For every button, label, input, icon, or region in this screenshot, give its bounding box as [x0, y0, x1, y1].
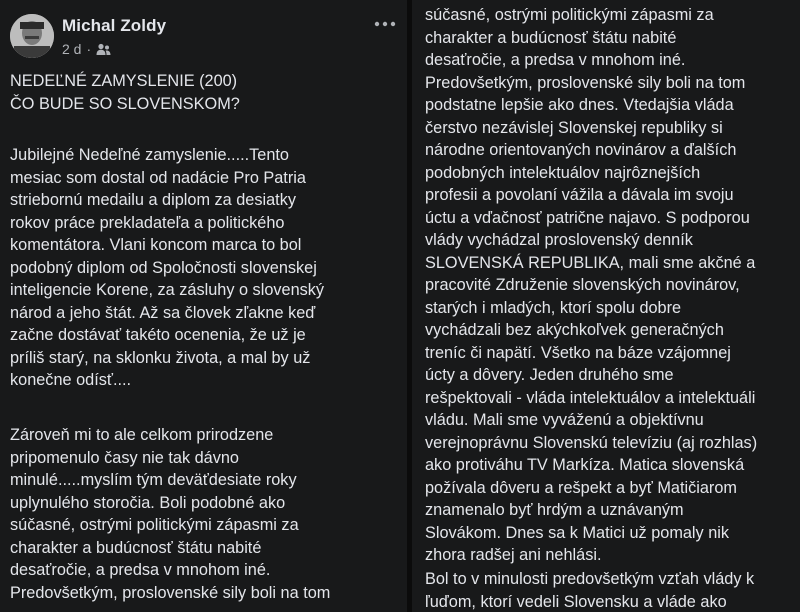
- text-line: komentátora. Vlani koncom marca to bol: [10, 236, 302, 254]
- text-line: rokov práce prekladateľa a politického: [10, 213, 285, 232]
- text-line: Jubilejné Nedeľné zamyslenie.....Tento: [10, 146, 289, 164]
- text-line: rešpektovali - vláda intelektuálov a intelektuáli: [425, 388, 756, 407]
- friends-icon: [96, 43, 111, 56]
- text-line: súčasné, ostrými politickými zápasmi za: [10, 516, 299, 534]
- author-name[interactable]: Michal Zoldy: [62, 16, 167, 35]
- text-line: pripomenulo časy nie tak dávno: [10, 448, 239, 467]
- text-line: ľuďom, ktorí vedeli Slovensku a vláde ako: [425, 592, 727, 611]
- text-line: minulé.....myslím tým deväťdesiate roky: [10, 471, 297, 489]
- post-meta: [62, 41, 111, 57]
- text-line: uplynulého storočia. Boli podobné ako: [10, 493, 286, 512]
- text-line: požívala dôveru a rešpekt a byť Matičiarom: [425, 478, 737, 497]
- text-line: mesiac som dostal od nadácie Pro Patria: [10, 168, 306, 187]
- text-line: začne dostávať takéto ocenenia, že už je: [10, 326, 306, 344]
- text-line: Bol to v minulosti predovšetkým vzťah vlády k: [425, 570, 755, 588]
- post-continuation-paragraph: [425, 4, 757, 567]
- text-line: Slovákom. Dnes sa k Matici už pomaly nik: [425, 523, 730, 542]
- text-line: ako protiváhu TV Markíza. Matica slovenská: [425, 456, 745, 474]
- text-line: desaťročie, a predsa v mnohom iné.: [425, 51, 686, 69]
- meta-separator: ·: [86, 41, 92, 57]
- post-paragraph-2: [10, 424, 330, 604]
- text-line: inteligencie Korene, za zásluhy o slovenský: [10, 281, 325, 299]
- text-line: podobný diplom od Spoločnosti slovenskej: [10, 258, 317, 277]
- post-paragraph-1: [10, 144, 324, 392]
- text-line: úcty a dôvery. Jeden druhého sme: [425, 366, 674, 384]
- post-timestamp[interactable]: 2 d: [62, 41, 82, 57]
- more-options-button[interactable]: [368, 12, 402, 36]
- text-line: SLOVENSKÁ REPUBLIKA, mali sme akčné a: [425, 253, 756, 272]
- text-line: ČO BUDE SO SLOVENSKOM?: [10, 94, 240, 113]
- text-line: Zároveň mi to ale celkom prirodzene: [10, 426, 274, 444]
- text-line: čerstvo nezávislej Slovenskej republiky si: [425, 118, 723, 137]
- text-line: konečne odísť....: [10, 371, 132, 389]
- author-avatar[interactable]: [10, 14, 54, 58]
- text-line: podstatne lepšie ako dnes. Vtedajšia vláda: [425, 96, 734, 114]
- text-line: súčasné, ostrými politickými zápasmi za: [425, 6, 714, 24]
- post-header: [10, 12, 400, 62]
- text-line: zhora radšej ani nehlási.: [425, 546, 602, 564]
- text-line: charakter a budúcnosť štátu nabité: [425, 28, 677, 47]
- text-line: vlády vychádzal proslovenský denník: [425, 231, 693, 249]
- text-line: profesii a povolaní vážila a dávala im svoju: [425, 186, 734, 204]
- text-line: Predovšetkým, proslovenské sily boli na tom: [425, 73, 746, 92]
- more-options-icon: [374, 21, 396, 27]
- text-line: podobných intelektuálov najrôznejších: [425, 163, 701, 182]
- text-line: Predovšetkým, proslovenské sily boli na tom: [10, 583, 331, 602]
- text-line: príliš starý, na sklonku života, a mal by už: [10, 348, 311, 367]
- text-line: úctu a vďačnosť patrične najavo. S podporou: [425, 208, 750, 227]
- text-line: pracovité Združenie slovenských novinárov,: [425, 276, 740, 294]
- text-line: striebornú medailu a diplom za desiatky: [10, 191, 296, 209]
- text-line: verejnoprávnu Slovenskú televíziu (aj rozhlas): [425, 433, 758, 452]
- text-line: treníc či napätí. Všetko na báze vzájomnej: [425, 343, 731, 362]
- text-line: národ a jeho štát. Až sa človek zľakne keď: [10, 303, 316, 322]
- text-line: NEDEĽNÉ ZAMYSLENIE (200): [10, 72, 238, 90]
- text-line: vychádzali bez akýchkoľvek generačných: [425, 321, 724, 339]
- text-line: desaťročie, a predsa v mnohom iné.: [10, 561, 271, 579]
- text-line: znamenalo byť hrdým a uznávaným: [425, 501, 684, 519]
- text-line: národne orientovaných novinárov a ďalších: [425, 141, 737, 159]
- text-line: charakter a budúcnosť štátu nabité: [10, 538, 262, 557]
- text-line: vládu. Mali sme vyváženú a objektívnu: [425, 411, 704, 429]
- post-continuation-paragraph-2: [425, 568, 754, 612]
- text-line: starých i mladých, ktorí spolu dobre: [425, 298, 682, 317]
- post-title: [10, 70, 240, 115]
